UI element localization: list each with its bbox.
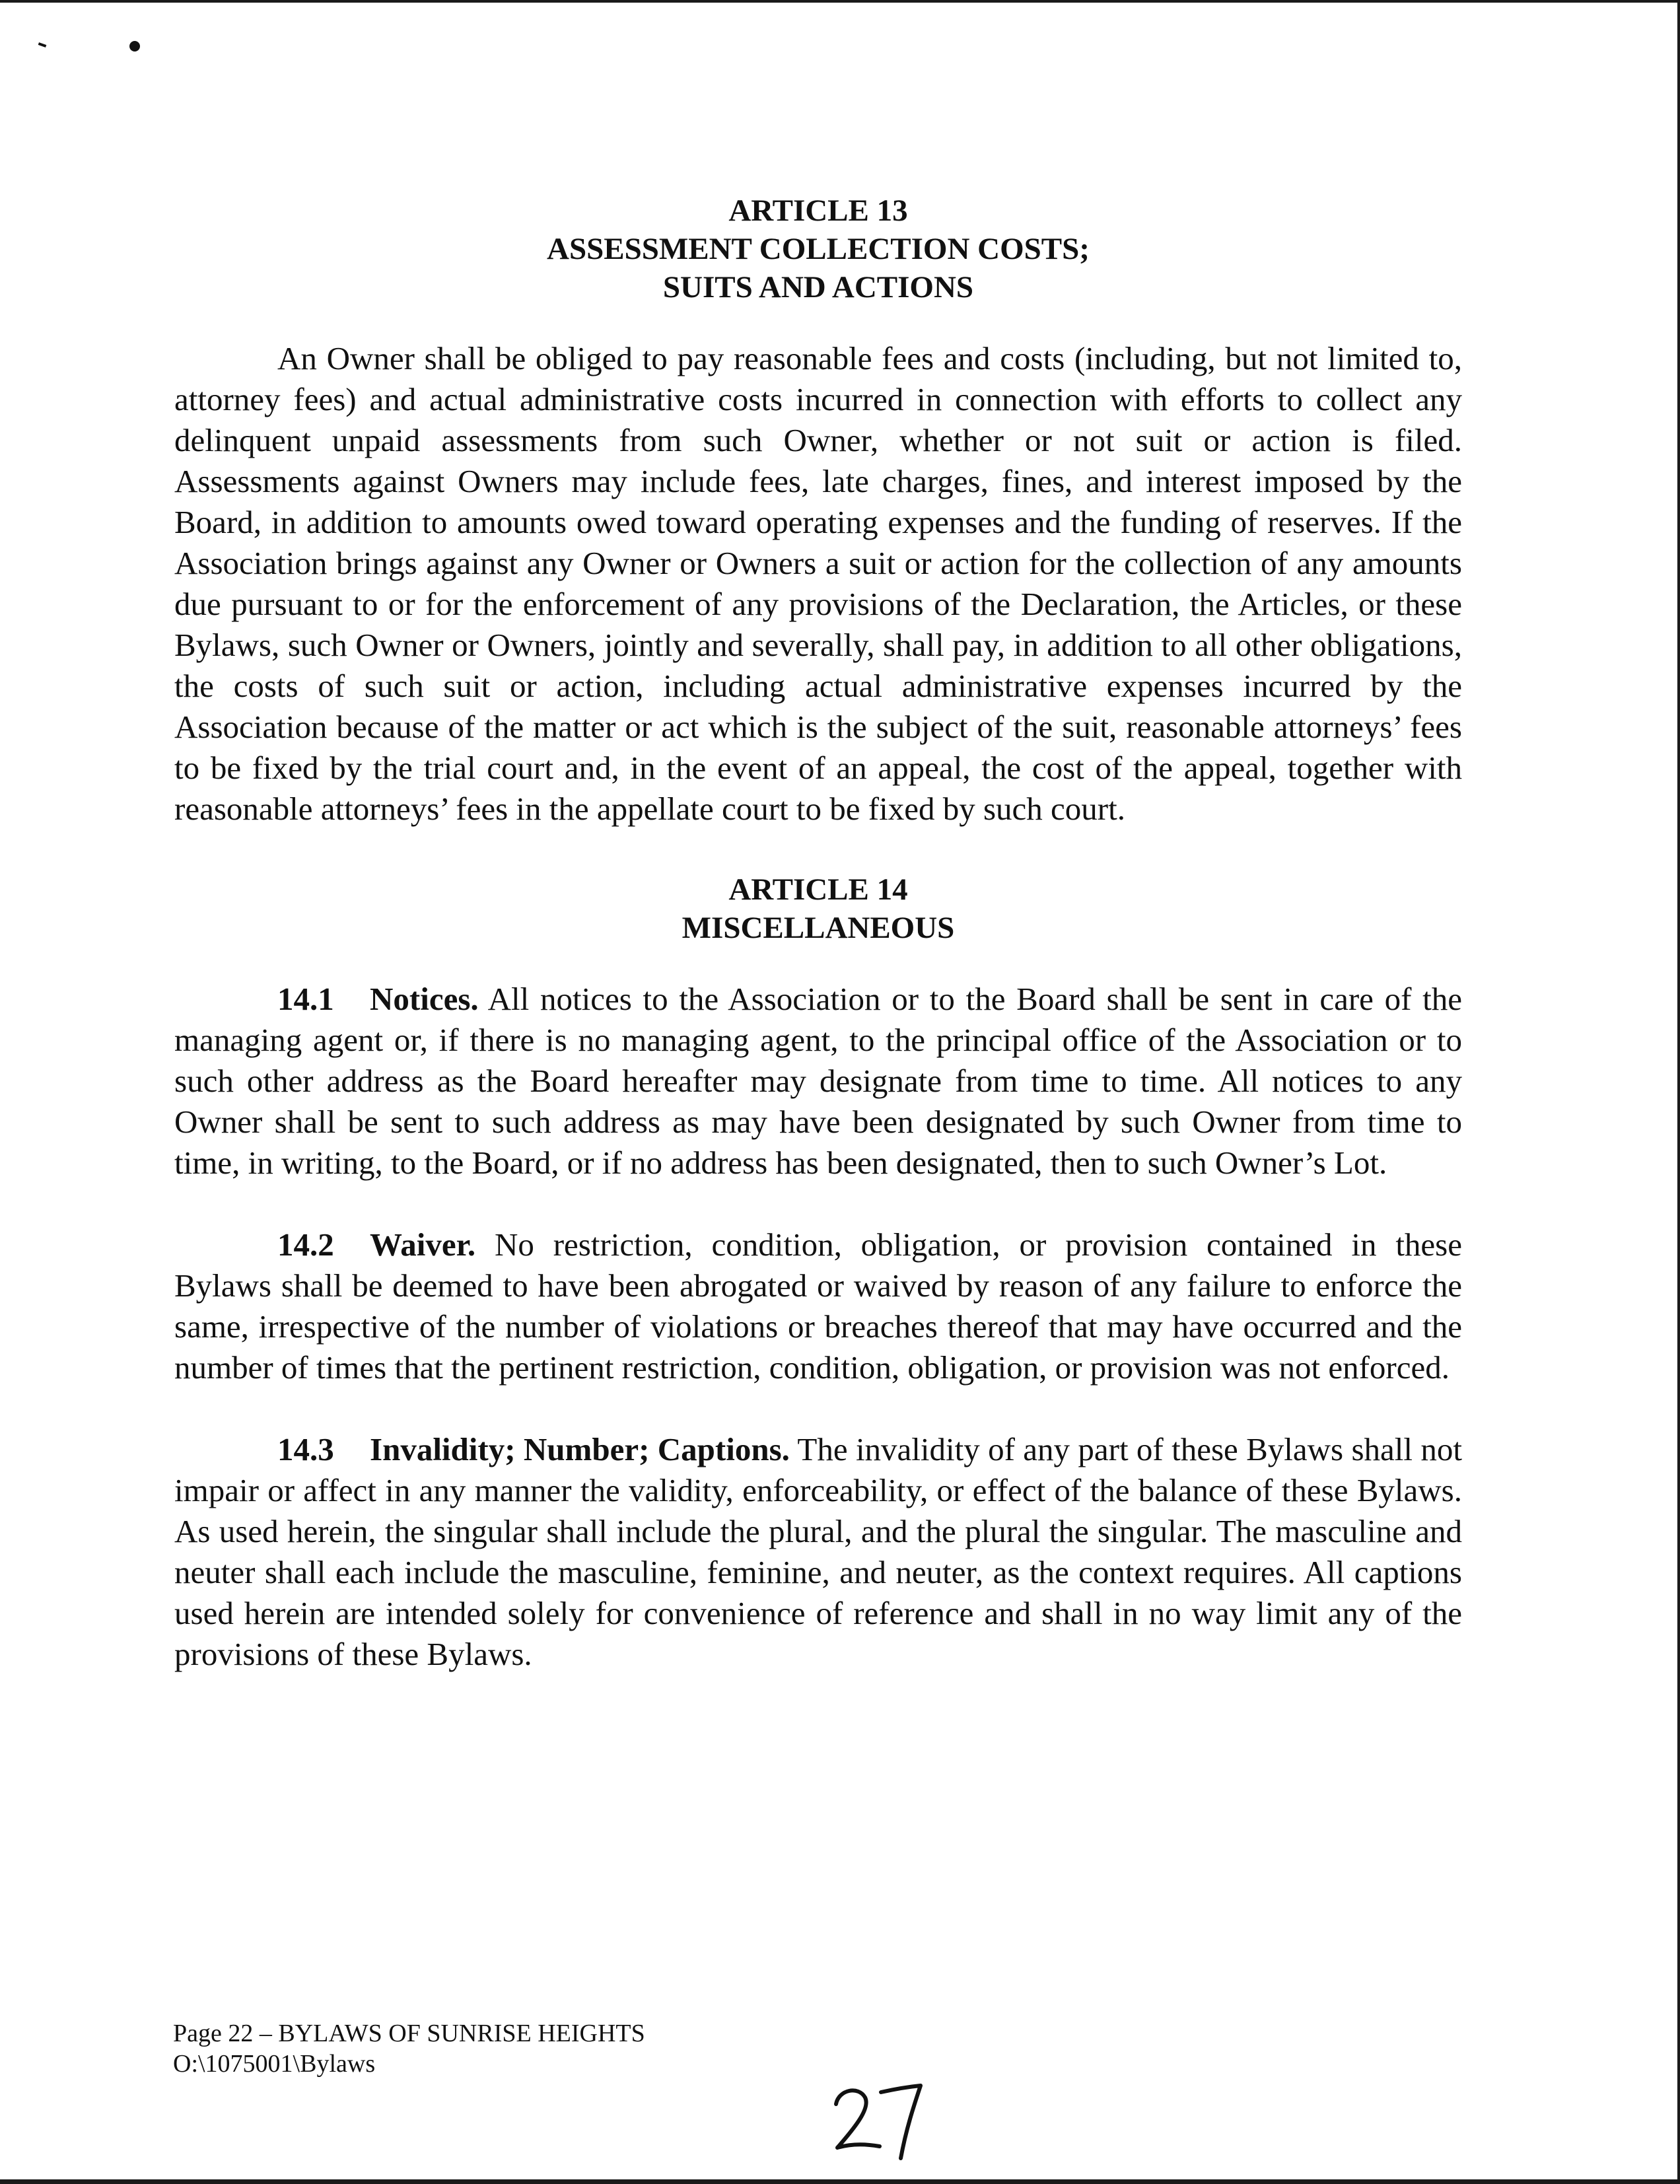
section-body: The invalidity of any part of these Bylaws shall not impair or affect in any manner the validity, enforceability, or effect of the balance of these Bylaws. As used herein, the singular shall include the plural, and the plural the singular. The masculine and neuter shall each include the masculine, feminine, and neuter, as the context requires. All captions used herein are intended solely for convenience of reference and shall in no way limit any of the provisions of these Bylaws. — [174, 1431, 1462, 1672]
section-body: All notices to the Association or to the Board shall be sent in care of the managing agent or, if there is no managing agent, to the principal office of the Association or to such other address as the Board hereafter may designate from time to time. All notices to any Owner shall be sent to such address as may have been designated by such Owner from time to time, in writing, to the Board, or if no address has been designated, then to such Owner’s Lot. — [174, 981, 1462, 1181]
section-number: 14.3 — [277, 1431, 334, 1467]
handwritten-page-number — [824, 2066, 930, 2165]
article-13-title-line2: SUITS AND ACTIONS — [662, 270, 974, 304]
footer-file-path: O:\1075001\Bylaws — [173, 2050, 376, 2078]
footer-page-label: Page 22 – BYLAWS OF SUNRISE HEIGHTS — [173, 2020, 645, 2047]
article-13-paragraph: An Owner shall be obliged to pay reasonable fees and costs (including, but not limited to, attorney fees) and actual administrative costs incurred in connection with efforts to collect any delinquent unpaid assessments from such Owner, whether or not suit or action is filed. Assessments against Owners may include fees, late charges, fines, and interest imposed by the Board, in addition to amounts owed toward operating expenses and the funding of reserves. If the Association brings against any Owner or Owners a suit or action for the collection of any amounts due pursuant to or for the enforcement of any provisions of the Declaration, the Articles, or these Bylaws, such Owner or Owners, jointly and severally, shall pay, in addition to all other obligations, the costs of such suit or action, including actual administrative expenses incurred by the Association because of the matter or act which is the subject of the suit, reasonable attorneys’ fees to be fixed by the trial court and, in the event of an appeal, the cost of the appeal, together with reasonable attorneys’ fees in the appellate court to be fixed by such court. — [174, 340, 1462, 827]
document-body — [174, 192, 1462, 1675]
article-14-heading — [174, 870, 1462, 947]
section-14-2 — [174, 1224, 1462, 1388]
article-13-heading — [174, 192, 1462, 306]
section-title: Notices. — [370, 981, 479, 1017]
section-body: No restriction, condition, obligation, or provision contained in these Bylaws shall be deemed to have been abrogated or waived by reason of any failure to enforce the same, irrespective of the number of violations or breaches thereof that may have occurred and the number of times that the pertinent restriction, condition, obligation, or provision was not enforced. — [174, 1226, 1462, 1386]
scan-speck — [38, 42, 47, 48]
scan-dot — [129, 41, 140, 52]
section-number: 14.2 — [277, 1226, 334, 1263]
section-title: Invalidity; Number; Captions. — [370, 1431, 790, 1467]
section-title: Waiver. — [370, 1226, 476, 1263]
article-14-title: MISCELLANEOUS — [682, 911, 955, 945]
section-14-1 — [174, 979, 1462, 1183]
section-14-3 — [174, 1429, 1462, 1675]
article-13-number: ARTICLE 13 — [728, 194, 908, 228]
page-footer — [173, 2018, 645, 2079]
article-13-title-line1: ASSESSMENT COLLECTION COSTS; — [547, 232, 1090, 266]
section-number: 14.1 — [277, 981, 334, 1017]
article-14-number: ARTICLE 14 — [728, 872, 908, 907]
